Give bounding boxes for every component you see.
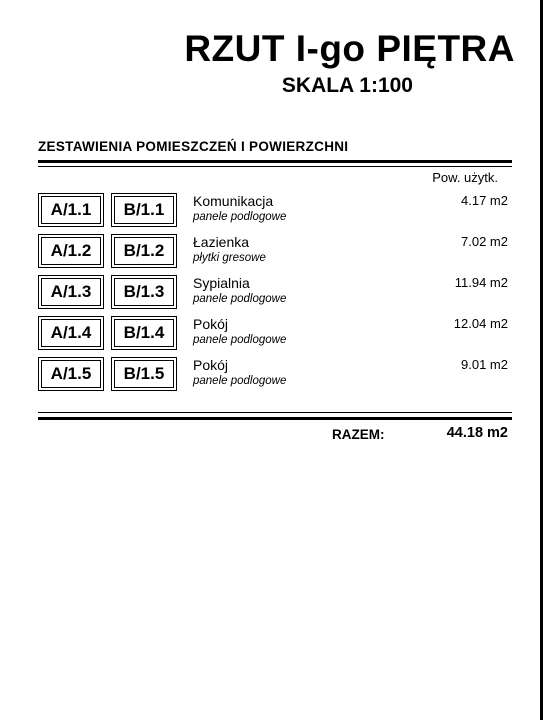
room-code-b-box	[111, 193, 177, 227]
room-code-a-box	[38, 275, 104, 309]
room-code-a: A/1.5	[41, 360, 101, 388]
table-top-rule-thin	[38, 166, 512, 167]
total-label: RAZEM:	[332, 427, 385, 442]
room-area: 4.17 m2	[461, 193, 508, 208]
room-code-b-box	[111, 275, 177, 309]
room-code-b: B/1.3	[114, 278, 174, 306]
room-code-b-box	[111, 357, 177, 391]
room-name: Pokój	[193, 357, 229, 373]
room-code-a-box	[38, 234, 104, 268]
room-code-b-box	[111, 234, 177, 268]
room-code-a-box	[38, 193, 104, 227]
drawing-title: RZUT I-go PIĘTRA	[184, 28, 515, 69]
room-name: Pokój	[193, 316, 229, 332]
room-code-a: A/1.3	[41, 278, 101, 306]
room-name: Sypialnia	[193, 275, 250, 291]
table-bottom-rule-thick	[38, 417, 512, 420]
room-finish: panele podlogowe	[193, 211, 287, 223]
total-value: 44.18 m2	[446, 425, 508, 441]
section-title: ZESTAWIENIA POMIESZCZEŃ I POWIERZCHNI	[38, 139, 349, 154]
room-name: Łazienka	[193, 234, 250, 250]
table-top-rule-thick	[38, 160, 512, 163]
room-row	[38, 275, 512, 311]
column-header-area: Pow. użytk.	[432, 170, 498, 185]
room-name: Komunikacja	[193, 193, 274, 209]
room-finish: płytki gresowe	[193, 252, 266, 264]
room-code-a: A/1.4	[41, 319, 101, 347]
room-row	[38, 357, 512, 393]
room-code-a-box	[38, 316, 104, 350]
room-code-a-box	[38, 357, 104, 391]
room-area: 12.04 m2	[453, 316, 508, 331]
room-row	[38, 316, 512, 352]
room-code-b: B/1.4	[114, 319, 174, 347]
drawing-scale: SKALA 1:100	[281, 74, 413, 97]
room-code-b: B/1.2	[114, 237, 174, 265]
room-finish: panele podlogowe	[193, 293, 287, 305]
room-row	[38, 234, 512, 270]
room-finish: panele podlogowe	[193, 375, 287, 387]
room-area: 7.02 m2	[461, 234, 508, 249]
room-area: 11.94 m2	[454, 275, 508, 290]
room-code-a: A/1.2	[41, 237, 101, 265]
room-code-b: B/1.5	[114, 360, 174, 388]
room-code-b-box	[111, 316, 177, 350]
room-finish: panele podlogowe	[193, 334, 287, 346]
room-code-a: A/1.1	[41, 196, 101, 224]
table-bottom-rule-thin	[38, 412, 512, 413]
room-area: 9.01 m2	[461, 357, 508, 372]
room-code-b: B/1.1	[114, 196, 174, 224]
room-row	[38, 193, 512, 229]
